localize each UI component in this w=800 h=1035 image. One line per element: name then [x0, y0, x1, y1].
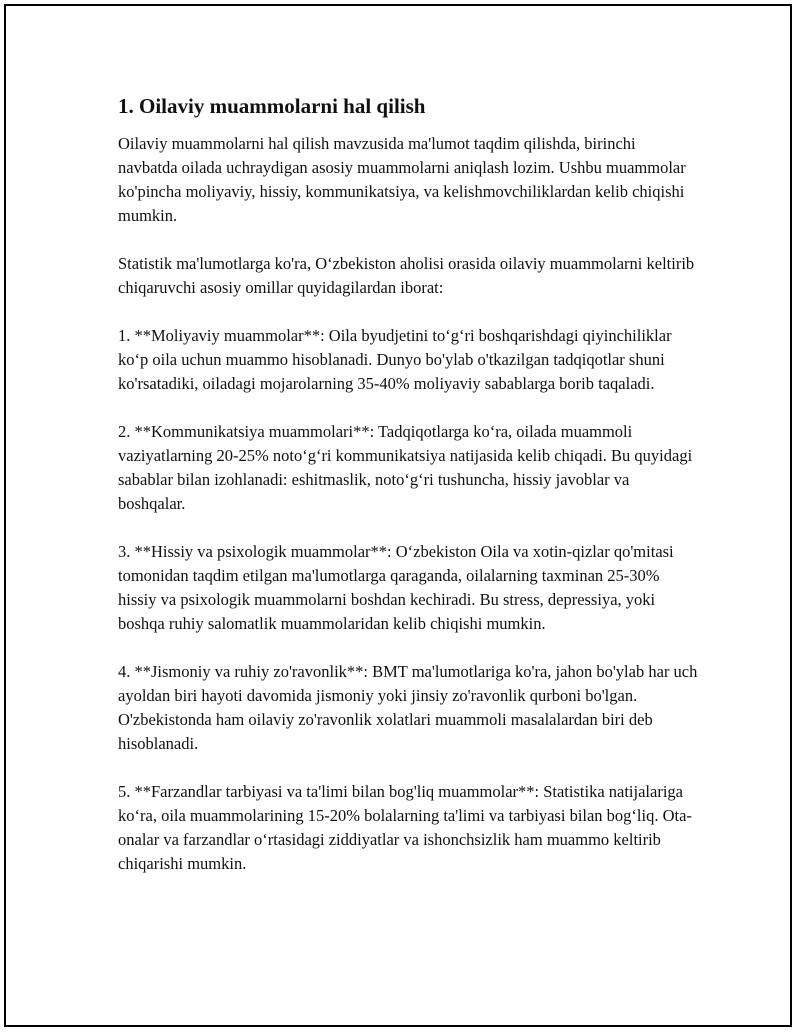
document-body [118, 92, 698, 876]
communication-problems-item: 2. **Kommunikatsiya muammolari**: Tadqiqotlarga ko‘ra, oilada muammoli vaziyatlarning 20-25% noto‘g‘ri kommunikatsiya natijasida kelib chiqadi. Bu quyidagi sabablar bilan izohlanadi: eshitmaslik, noto‘g‘ri tushuncha, hissiy javoblar va boshqalar. [118, 422, 693, 513]
violence-item: 4. **Jismoniy va ruhiy zo'ravonlik**: BMT ma'lumotlariga ko'ra, jahon bo'ylab har uch ayoldan biri hayoti davomida jismoniy yoki jinsiy zo'ravonlik qurboni bo'lgan. O'zbekistonda ham oilaviy zo'ravonlik xolatlari muammoli masalalardan biri deb hisoblanadi. [118, 662, 698, 753]
section-heading: 1. Oilaviy muammolarni hal qilish [118, 94, 426, 118]
financial-problems-item: 1. **Moliyaviy muammolar**: Oila byudjetini to‘g‘ri boshqarishdagi qiyinchiliklar ko‘p oila uchun muammo hisoblanadi. Dunyo bo'ylab o'tkazilgan tadqiqotlar shuni ko'rsatadiki, oiladagi mojarolarning 35-40% moliyaviy sabablarga borib taqaladi. [118, 326, 672, 393]
psychological-problems-item: 3. **Hissiy va psixologik muammolar**: O‘zbekiston Oila va xotin-qizlar qo'mitasi tomonidan taqdim etilgan ma'lumotlarga qaraganda, oilalarning taxminan 25-30% hissiy va psixologik muammolarni boshdan kechiradi. Bu stress, depressiya, yoki boshqa ruhiy salomatlik muammolaridan kelib chiqishi mumkin. [118, 542, 674, 633]
intro-paragraph: Oilaviy muammolarni hal qilish mavzusida ma'lumot taqdim qilishda, birinchi navbatda oilada uchraydigan asosiy muammolarni aniqlash lozim. Ushbu muammolar ko'pincha moliyaviy, hissiy, kommunikatsiya, va kelishmovchiliklardan kelib chiqishi mumkin. [118, 134, 686, 225]
statistics-intro-paragraph: Statistik ma'lumotlarga ko'ra, O‘zbekiston aholisi orasida oilaviy muammolarni keltirib chiqaruvchi asosiy omillar quyidagilardan iborat: [118, 254, 695, 297]
children-upbringing-item: 5. **Farzandlar tarbiyasi va ta'limi bilan bog'liq muammolar**: Statistika natijalariga ko‘ra, oila muammolarining 15-20% bolalarning ta'limi va tarbiyasi bilan bog‘liq. Ota-onalar va farzandlar o‘rtasidagi ziddiyatlar va ishonchsizlik ham muammo keltirib chiqarishi mumkin. [118, 782, 692, 873]
